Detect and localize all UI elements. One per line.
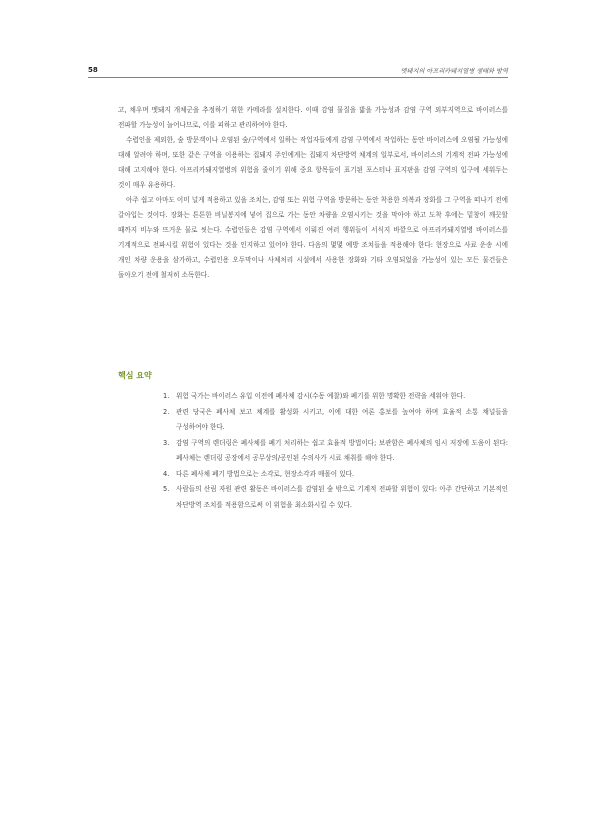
list-item (163, 405, 508, 436)
list-item-text: 감염 구역의 렌더링은 폐사체를 폐기 처리하는 쉽고 효율적 방법이다; 보관함은 폐사체의 임시 저장에 도움이 된다: 폐사체는 렌더링 공장에서 공무상의/공인된 수의사가 시료 채취를 해야 한다. (176, 438, 508, 462)
summary-heading: 핵심 요약 (118, 371, 152, 380)
paragraph: 아주 쉽고 아마도 이미 널게 적용하고 있을 조치는, 감염 또는 위험 구역을 방문하는 동안 착용한 의복과 장화를 그 구역을 떠나기 전에 갈아입는 것이다. 장화는 튼튼한 비닐봉지에 넣어 집으로 가는 동안 차량을 오염시키는 것을 막아야 하고 도착 후에는 밑창이 깨끗할 때까지 비누와 뜨거운 물로 씻는다. 수렵인들은 감염 구역에서 이뤄진 여러 행위들이 서식지 바깥으로 아프리카돼지열병 바이러스를 기계적으로 전파시킬 위험이 있다는 것을 인지하고 있어야 한다. 다음의 몇몇 예방 조치들을 적용해야 한다: 현장으로 사료 운송 시에 개인 차량 운용을 삼가하고, 수렵인용 오두막이나 사체처리 시설에서 사용한 장화와 기타 오염되었을 가능성이 있는 모든 물건들은 돌아오기 전에 철저히 소독한다. (118, 196, 508, 279)
list-item (163, 436, 508, 467)
running-title: 멧돼지의 아프리카돼지열병 생태와 방역 (400, 68, 508, 75)
list-item (163, 389, 508, 405)
list-item-number: 5. (163, 485, 170, 493)
list-item-number: 4. (163, 469, 170, 478)
list-item-number: 2. (163, 407, 170, 416)
list-item-number: 1. (163, 392, 170, 400)
body-text (118, 103, 508, 283)
paragraph: 고, 채우며 멧돼지 개체군을 추정하기 위한 카메라를 설치한다. 이때 감염 물질을 밟을 가능성과 감염 구역 외부지역으로 바이러스를 전파할 가능성이 늘어나므로, 이를 피하고 관리하여야 한다. (118, 106, 508, 129)
header-divider (88, 77, 508, 78)
list-item-text: 관련 당국은 폐사체 보고 체계를 활성화 시키고, 이에 대한 여론 홍보를 높여야 하며 효율적 소통 채널들을 구성하여야 한다. (176, 407, 508, 431)
list-item-number: 3. (163, 438, 170, 447)
list-item (163, 467, 508, 483)
list-item (163, 482, 508, 513)
paragraph: 수렵인을 제외한, 숲 방문객이나 오염된 숲/구역에서 일하는 작업자들에게 감염 구역에서 작업하는 동안 바이러스에 오염될 가능성에 대해 알려야 하며, 또한 같은 구역을 이용하는 집돼지 주인에게는 집돼지 차단방역 체계의 일부로서, 바이러스의 기계적 전파 가능성에 대해 고지해야 한다. 아프리카돼지열병의 위험을 줄이기 위해 중요 항목들이 표기된 포스터나 표지판을 감염 구역의 입구에 세워두는 것이 매우 유용하다. (118, 136, 508, 189)
list-item-text: 위험 국가는 바이러스 유입 이전에 폐사체 감시(수동 예찰)와 폐기를 위한 명확한 전략을 세워야 한다. (176, 392, 466, 400)
list-item-text: 다른 폐사체 폐기 방법으로는 소각로, 현장소각과 매몰이 있다. (176, 469, 355, 478)
summary-list (163, 389, 508, 513)
list-item-text: 사람들의 산림 자원 관련 활동은 바이러스를 감염된 숲 밖으로 기계적 전파할 위험이 있다: 아주 간단하고 기본적인 차단방역 조치를 적용함으로써 이 위험을 최소화시킬 수 있다. (176, 485, 508, 509)
page-number: 58 (88, 66, 98, 74)
